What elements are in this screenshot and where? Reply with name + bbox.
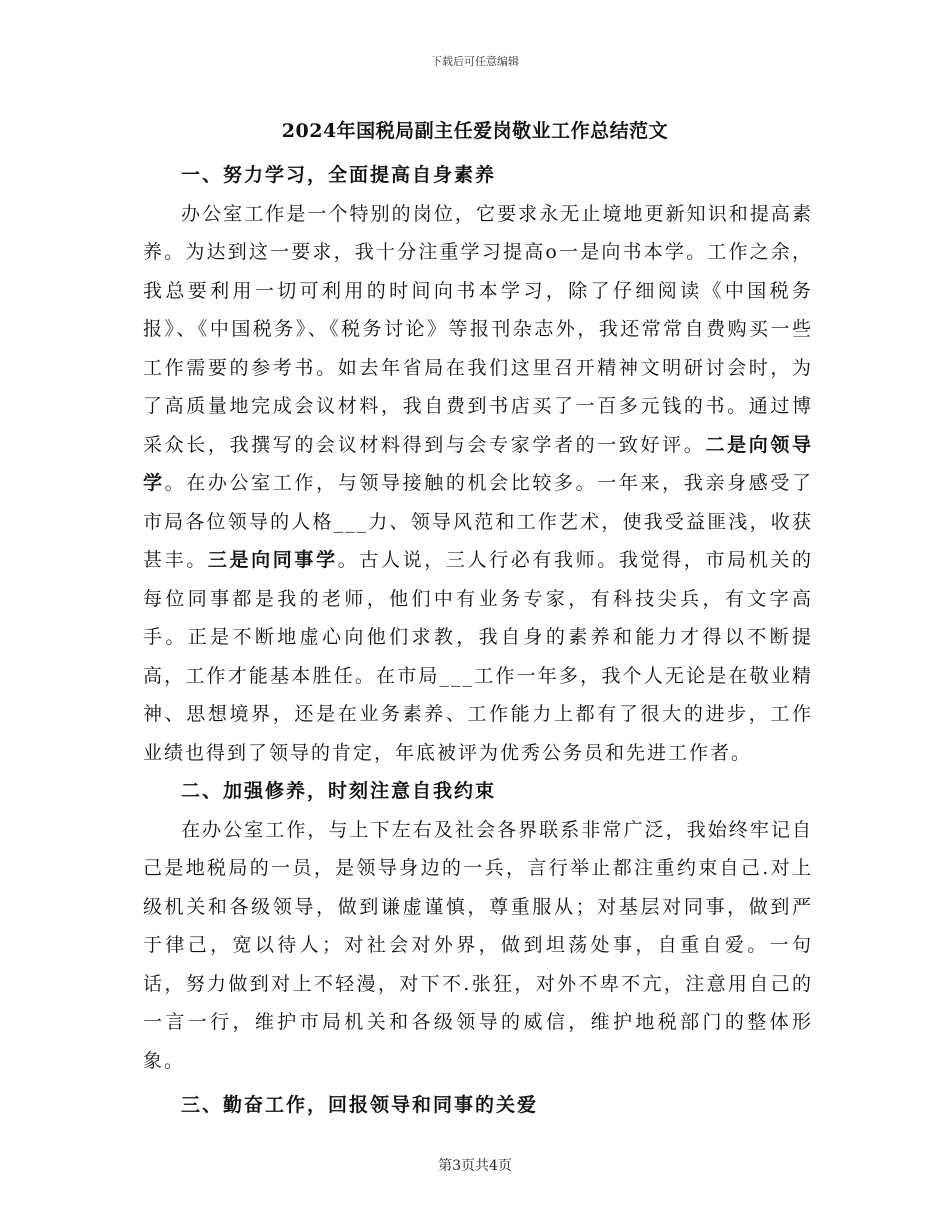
page-header-note: 下载后可任意编辑 xyxy=(431,55,519,68)
section-heading-3: 三、勤奋工作，回报领导和同事的关爱 xyxy=(181,1094,539,1116)
document-body xyxy=(143,156,813,1125)
section-heading-1: 一、努力学习，全面提高自身素养 xyxy=(181,164,497,186)
document-title: 2024年国税局副主任爱岗敬业工作总结范文 xyxy=(281,120,669,142)
bold-phrase: 二是向领导学 xyxy=(143,433,813,494)
bold-phrase: 三是向同事学 xyxy=(207,549,338,571)
page-number: 第3页共4页 xyxy=(438,1158,512,1174)
paragraph-text: 。古人说，三人行必有我师。我觉得，市局机关的每位同事都是我的老师，他们中有业务专家，有科技尖兵，有文字高手。正是不断地虚心向他们求教，我自身的素养和能力才得以不断提高，工作才能基本胜任。在市局___工作一年多，我个人无论是在敬业精神、思想境界，还是在业务素养、工作能力上都有了很大的进步，工作业绩也得到了领导的肯定，年底被评为优秀公务员和先进工作者。 xyxy=(143,549,813,764)
paragraph-text: 办公室工作是一个特别的岗位，它要求永无止境地更新知识和提高素养。为达到这一要求，我十分注重学习提高o一是向书本学。工作之余，我总要利用一切可利用的时间向书本学习，除了仔细阅读《中国税务报》、《中国税务》、《税务讨论》等报刊杂志外，我还常常自费购买一些工作需要的参考书。如去年省局在我们这里召开精神文明研讨会时，为了高质量地完成会议材料，我自费到书店买了一百多元钱的书。通过博采众长，我撰写的会议材料得到与会专家学者的一致好评。 xyxy=(143,202,813,456)
paragraph-text: 。在办公室工作，与领导接触的机会比较多。一年来，我亲身感受了市局各位领导的人格___力、领导风范和工作艺术，使我受益匪浅，收获甚丰。 xyxy=(143,472,813,571)
section-heading-2: 二、加强修养，时刻注意自我约束 xyxy=(181,780,497,802)
section-paragraph-1 xyxy=(143,195,813,773)
section-paragraph-2: 在办公室工作，与上下左右及社会各界联系非常广泛，我始终牢记自己是地税局的一员，是领导身边的一兵，言行举止都注重约束自己.对上级机关和各级领导，做到谦虚谨慎，尊重服从；对基层对同事，做到严于律己，宽以待人；对社会对外界，做到坦荡处事，自重自爱。一句话，努力做到对上不轻漫，对下不.张狂，对外不卑不亢，注意用自己的一言一行，维护市局机关和各级领导的威信，维护地税部门的整体形象。 xyxy=(143,818,813,1072)
